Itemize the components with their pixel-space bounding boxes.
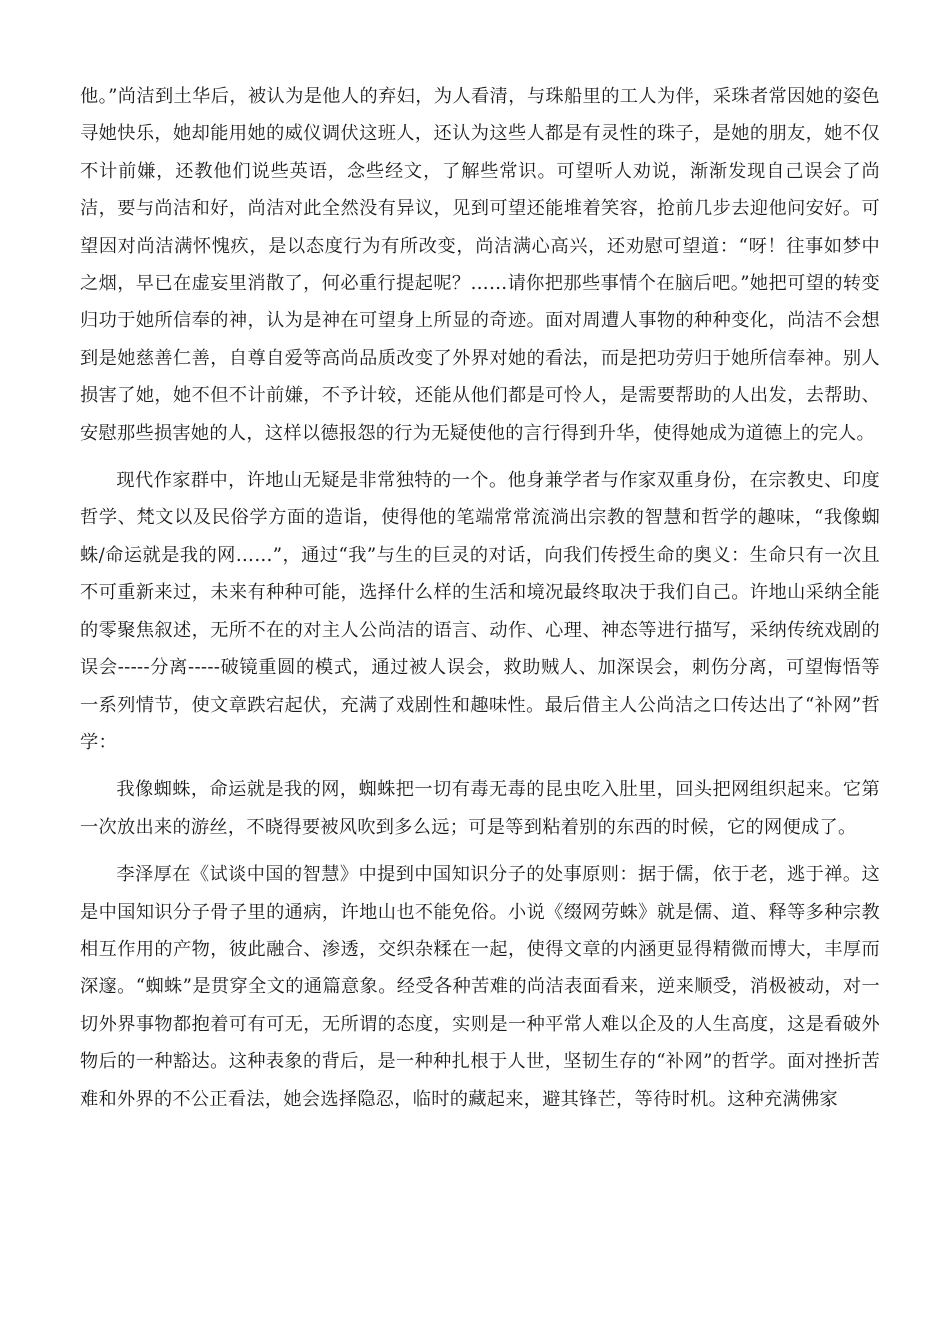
paragraph-li-zehou: 李泽厚在《试谈中国的智慧》中提到中国知识分子的处事原则：据于儒，依于老，逃于禅。这是中国知识分子骨子里的通病，许地山也不能免俗。小说《缀网劳蛛》就是儒、道、释等多种宗教相互作用的产物，彼此融合、渗透，交织杂糅在一起，使得文章的内涵更显得精微而博大，丰厚而深邃。“蜘蛛”是贯穿全文的通篇意象。经受各种苦难的尚洁表面看来，逆来顺受，消极被动，对一切外界事物都抱着可有可无，无所谓的态度，实则是一种平常人难以企及的人生高度，这是看破外物后的一种豁达。这种表象的背后，是一种种扎根于人世，坚韧生存的“补网”的哲学。面对挫折苦难和外界的不公正看法，她会选择隐忍，临时的藏起来，避其锋芒，等待时机。这种充满佛家 — [80, 864, 880, 1110]
document-page — [80, 78, 880, 1118]
paragraph-xu-dishan-intro: 现代作家群中，许地山无疑是非常独特的一个。他身兼学者与作家双重身份，在宗教史、印度哲学、梵文以及民俗学方面的造诣，使得他的笔端常常流淌出宗教的智慧和哲学的趣味，“我像蜘蛛/命运就是我的网……”，通过“我”与生的巨灵的对话，向我们传授生命的奥义：生命只有一次且不可重新来过，未来有种种可能，选择什么样的生活和境况最终取决于我们自己。许地山采纳全能的零聚焦叙述，无所不在的对主人公尚洁的语言、动作、心理、神态等进行描写，采纳传统戏剧的误会-----分离-----破镜重圆的模式，通过被人误会，救助贼人、加深误会，刺伤分离，可望悔悟等一系列情节，使文章跌宕起伏，充满了戏剧性和趣味性。最后借主人公尚洁之口传达出了“补网”哲学： — [80, 470, 880, 753]
paragraph-continuation: 他。”尚洁到土华后，被认为是他人的弃妇，为人看清，与珠船里的工人为伴，采珠者常因她的姿色寻她快乐，她却能用她的威仪调伏这班人，还认为这些人都是有灵性的珠子，是她的朋友，她不仅不计前嫌，还教他们说些英语，念些经文，了解些常识。可望听人劝说，渐渐发现自己误会了尚洁，要与尚洁和好，尚洁对此全然没有异议，见到可望还能堆着笑容，抢前几步去迎他问安好。可望因对尚洁满怀愧疚，是以态度行为有所改变，尚洁满心高兴，还劝慰可望道：“呀！往事如梦中之烟，早已在虚妄里消散了，何必重行提起呢？……请你把那些事情个在脑后吧。”她把可望的转变归功于她所信奉的神，认为是神在可望身上所显的奇迹。面对周遭人事物的种种变化，尚洁不会想到是她慈善仁善，自尊自爱等高尚品质改变了外界对她的看法，而是把功劳归于她所信奉神。别人损害了她，她不但不计前嫌，不予计较，还能从他们都是可怜人，是需要帮助的人出发，去帮助、安慰那些损害她的人，这样以德报怨的行为无疑使他的言行得到升华，使得她成为道德上的完人。 — [80, 86, 880, 444]
paragraph-spider-quote: 我像蜘蛛，命运就是我的网，蜘蛛把一切有毒无毒的昆虫吃入肚里，回头把网组织起来。它第一次放出来的游丝，不晓得要被风吹到多么远；可是等到粘着别的东西的时候，它的网便成了。 — [80, 779, 880, 838]
